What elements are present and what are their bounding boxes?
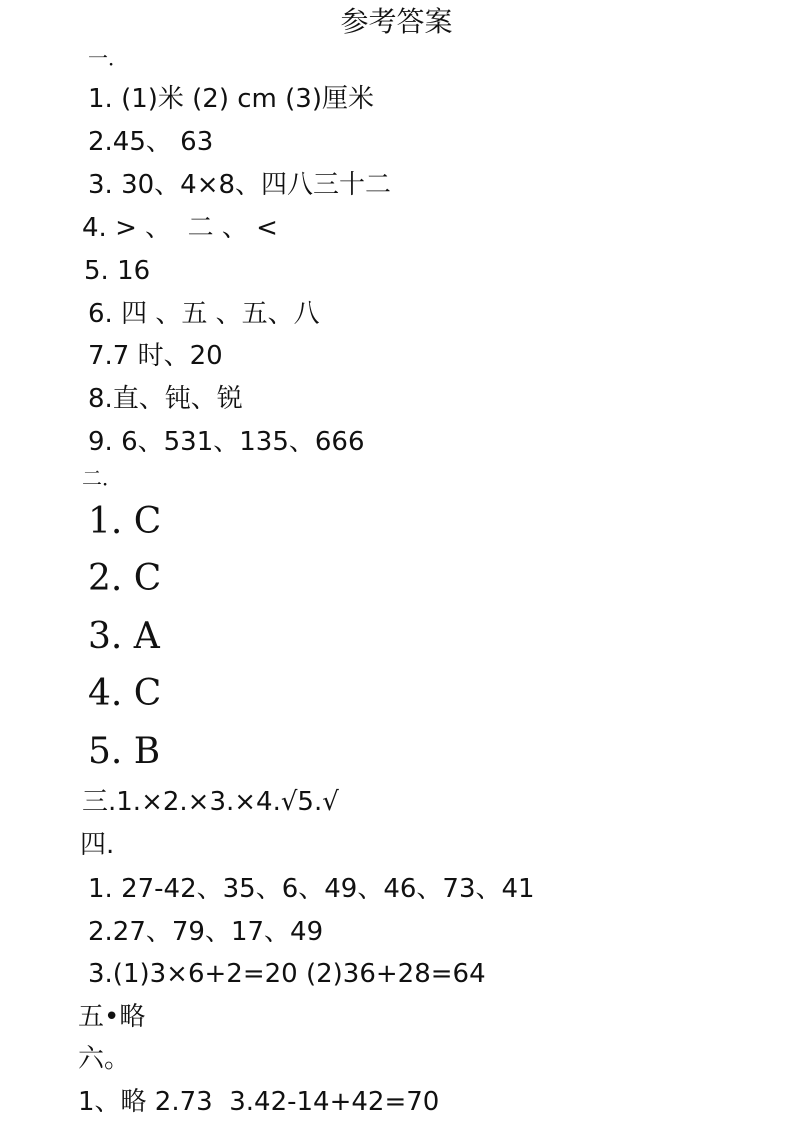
section-1-item-1: 1. (1)米 (2) cm (3)厘米 bbox=[88, 84, 374, 114]
section-1-item-5: 5. 16 bbox=[84, 256, 151, 286]
section-1-item-8: 8.直、钝、锐 bbox=[88, 384, 243, 414]
section-2-item-3: 3. A bbox=[88, 616, 160, 657]
section-1-item-9: 9. 6、531、135、666 bbox=[88, 427, 365, 457]
section-4-item-1: 1. 27-42、35、6、49、46、73、41 bbox=[88, 874, 535, 904]
section-3-line: 三.1.×2.×3.×4.√5.√ bbox=[82, 787, 339, 817]
section-1-item-6: 6. 四 、五 、五、八 bbox=[88, 299, 320, 329]
page-title: 参考答案 bbox=[340, 5, 453, 38]
section-1-item-3: 3. 30、4×8、四八三十二 bbox=[88, 170, 392, 200]
section-4-item-2: 2.27、79、17、49 bbox=[88, 917, 324, 947]
section-4-item-3: 3.(1)3×6+2=20 (2)36+28=64 bbox=[88, 959, 486, 989]
section-2-item-1: 1. C bbox=[88, 501, 162, 542]
section-2-item-5: 5. B bbox=[88, 731, 161, 772]
section-2-item-4: 4. C bbox=[88, 673, 162, 714]
section-4-heading: 四. bbox=[80, 830, 115, 860]
section-6-heading: 六。 bbox=[78, 1044, 131, 1074]
section-5-line: 五•略 bbox=[78, 1002, 146, 1032]
section-1-heading: 一． bbox=[88, 46, 128, 70]
section-2-heading: 二． bbox=[82, 466, 122, 490]
section-1-item-2: 2.45、 63 bbox=[88, 127, 214, 157]
section-1-item-7: 7.7 时、20 bbox=[88, 341, 223, 371]
section-6-line: 1、略 2.73 3.42-14+42=70 bbox=[78, 1087, 440, 1117]
section-2-item-2: 2. C bbox=[88, 558, 162, 599]
section-1-item-4: 4. > 、 二 、 < bbox=[82, 213, 278, 243]
